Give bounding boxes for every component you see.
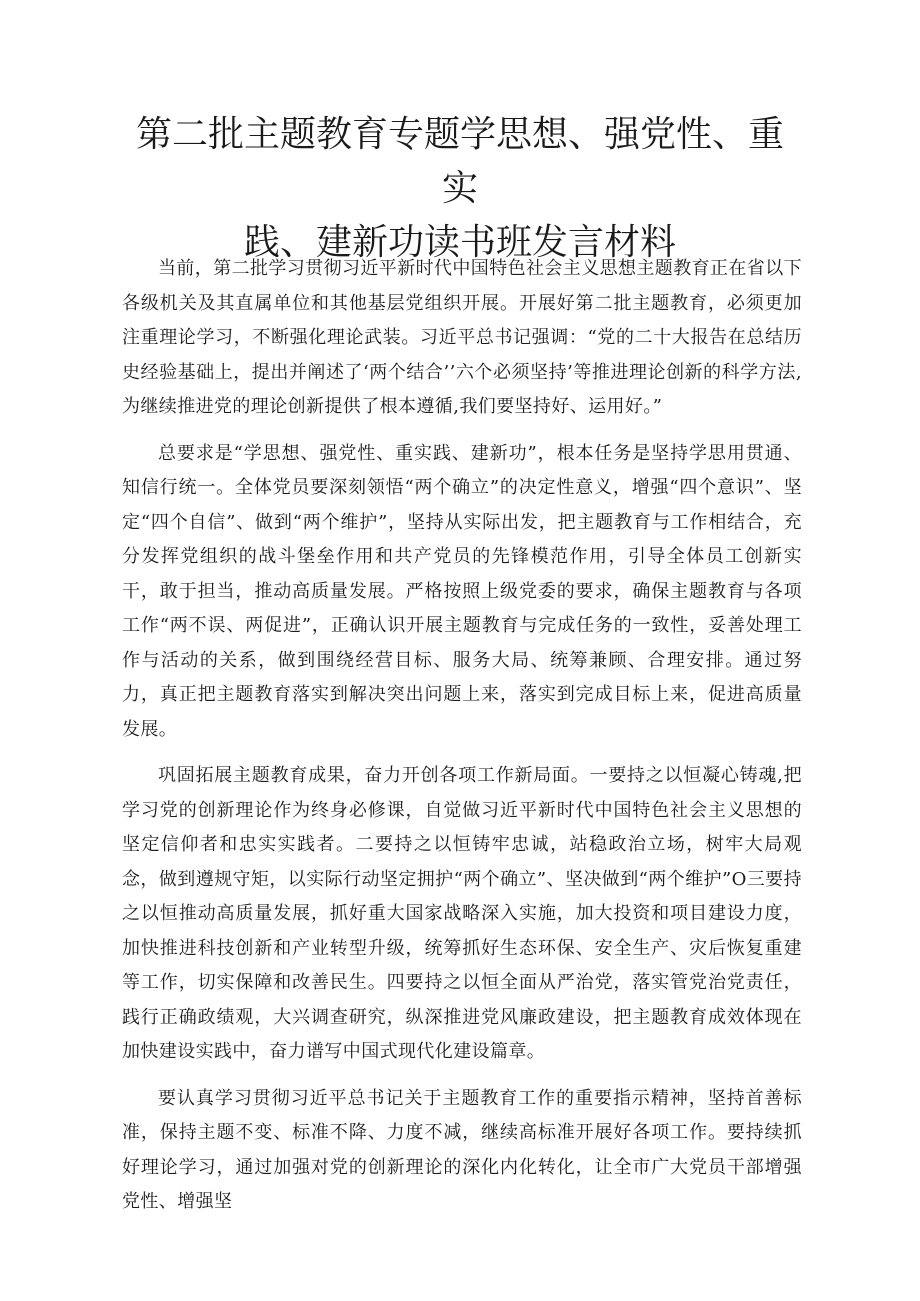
document-body — [122, 252, 802, 1232]
paragraph-3: 巩固拓展主题教育成果，奋力开创各项工作新局面。一要持之以恒凝心铸魂,把学习党的创新理论作为终身必修课，自觉做习近平新时代中国特色社会主义思想的坚定信仰者和忠实实践者。二要持之以恒铸牢忠诚，站稳政治立场，树牢大局观念，做到遵规守矩，以实际行动坚定拥护“两个确立”、坚决做到“两个维护”O三要持之以恒推动高质量发展，抓好重大国家战略深入实施，加大投资和项目建设力度，加快推进科技创新和产业转型升级，统筹抓好生态环保、安全生产、灾后恢复重建等工作，切实保障和改善民生。四要持之以恒全面从严治党，落实管党治党责任，践行正确政绩观，大兴调查研究，纵深推进党风廉政建设，把主题教育成效体现在加快建设实践中，奋力谱写中国式现代化建设篇章。 — [122, 765, 802, 1062]
document-title — [120, 108, 800, 270]
paragraph-2: 总要求是“学思想、强党性、重实践、建新功”，根本任务是坚持学思用贯通、知信行统一。全体党员要深刻领悟“两个确立”的决定性意义，增强“四个意识”、坚定“四个自信”、做到“两个维护”，坚持从实际出发，把主题教育与工作相结合，充分发挥党组织的战斗堡垒作用和共产党员的先锋模范作用，引导全体员工创新实干，敢于担当，推动高质量发展。严格按照上级党委的要求，确保主题教育与各项工作“两不误、两促进”，正确认识开展主题教育与完成任务的一致性，妥善处理工作与活动的关系，做到围绕经营目标、服务大局、统筹兼顾、合理安排。通过努力，真正把主题教育落实到解决突出问题上来，落实到完成目标上来，促进高质量发展。 — [122, 442, 802, 740]
title-line-1: 第二批主题教育专题学思想、强党性、重实 — [135, 114, 784, 209]
paragraph-4: 要认真学习贯彻习近平总书记关于主题教育工作的重要指示精神，坚持首善标准，保持主题不变、标准不降、力度不减，继续高标准开展好各项工作。要持续抓好理论学习，通过加强对党的创新理论的深化内化转化，让全市广大党员干部增强党性、增强坚 — [122, 1087, 802, 1212]
title-line-2: 践、建新功读书班发言材料 — [243, 222, 676, 263]
paragraph-1: 当前，第二批学习贯彻习近平新时代中国特色社会主义思想主题教育正在省以下各级机关及其直属单位和其他基层党组织开展。开展好第二批主题教育，必须更加注重理论学习，不断强化理论武装。习近平总书记强调：“党的二十大报告在总结历史经验基础上，提出并阐述了‘两个结合’’六个必须坚持’等推进理论创新的科学方法,为继续推进党的理论创新提供了根本遵循,我们要坚持好、运用好。” — [122, 258, 802, 417]
